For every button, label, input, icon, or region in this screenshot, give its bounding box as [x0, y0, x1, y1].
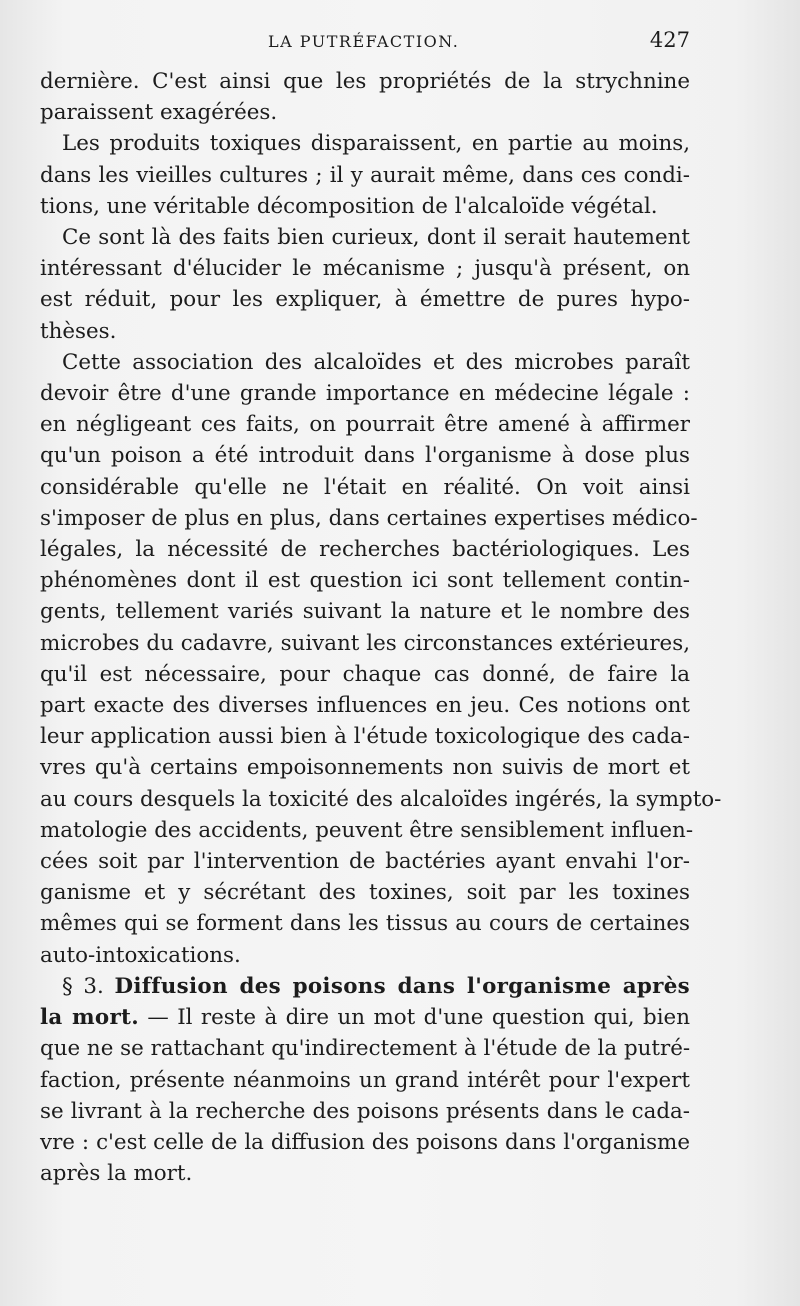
text-line: mêmes qui se forment dans les tissus au cours de certaines — [40, 911, 690, 937]
text-line: auto-intoxications. — [40, 942, 241, 968]
text-line: considérable qu'elle ne l'était en réalité. On voit ainsi — [40, 474, 690, 500]
text-line: s'imposer de plus en plus, dans certaines expertises médico- — [40, 505, 698, 531]
text-line: Cette association des alcaloïdes et des microbes paraît — [62, 349, 690, 375]
text-line: tions, une véritable décomposition de l'alcaloïde végétal. — [40, 193, 658, 219]
text-line: vre : c'est celle de la diffusion des poisons dans l'organisme — [40, 1129, 690, 1155]
text-line: que ne se rattachant qu'indirectement à l'étude de la putré- — [40, 1036, 691, 1062]
section-number: § 3. — [62, 973, 104, 999]
section-heading-line — [40, 971, 690, 1002]
text-line: faction, présente néanmoins un grand intérêt pour l'expert — [40, 1067, 690, 1093]
text-line: légales, la nécessité de recherches bactériologiques. Les — [40, 537, 690, 563]
text-line: intéressant d'élucider le mécanisme ; jusqu'à présent, on — [40, 256, 690, 282]
text-line: dernière. C'est ainsi que les propriétés de la strychnine — [40, 69, 690, 94]
text-line: en négligeant ces faits, on pourrait être amené à affirmer — [40, 412, 690, 438]
text-line: qu'il est nécessaire, pour chaque cas donné, de faire la — [40, 661, 690, 687]
section-title: Diffusion des poisons dans l'organisme après — [114, 973, 691, 999]
page-header — [40, 30, 690, 58]
text-line: leur application aussi bien à l'étude toxicologique des cada- — [40, 724, 690, 750]
text-line: paraissent exagérées. — [40, 100, 278, 126]
body-text — [40, 66, 722, 1189]
text-line — [40, 1002, 690, 1033]
text-line: ganisme et y sécrétant des toxines, soit par les toxines — [40, 880, 690, 906]
text-line: Ce sont là des faits bien curieux, dont il serait hautement — [62, 225, 690, 251]
text-line: microbes du cadavre, suivant les circonstances extérieures, — [40, 630, 690, 656]
text-line: après la mort. — [40, 1161, 193, 1187]
text-line: devoir être d'une grande importance en médecine légale : — [40, 381, 690, 407]
text-line: qu'un poison a été introduit dans l'organisme à dose plus — [40, 443, 690, 469]
text-line: thèses. — [40, 318, 117, 344]
text-line: dans les vieilles cultures ; il y aurait même, dans ces condi- — [40, 162, 690, 188]
text-line: cées soit par l'intervention de bactéries ayant envahi l'or- — [40, 849, 690, 875]
section-intro: — Il reste à dire un mot d'une question qui, bien — [138, 1005, 690, 1031]
text-line: part exacte des diverses influences en jeu. Ces notions ont — [40, 693, 690, 719]
text-line: matologie des accidents, peuvent être sensiblement influen- — [40, 817, 694, 843]
section-title-end: la mort. — [40, 1005, 139, 1031]
text-line: vres qu'à certains empoisonnements non suivis de mort et — [40, 755, 690, 781]
text-line: gents, tellement variés suivant la nature et le nombre des — [40, 599, 690, 625]
running-title: LA PUTRÉFACTION. — [268, 32, 460, 51]
text-line: se livrant à la recherche des poisons présents dans le cada- — [40, 1098, 690, 1124]
text-line: phénomènes dont il est question ici sont tellement contin- — [40, 568, 690, 594]
text-line: est réduit, pour les expliquer, à émettre de pures hypo- — [40, 287, 690, 313]
text-line: au cours desquels la toxicité des alcaloïdes ingérés, la sympto- — [40, 786, 722, 812]
page-number: 427 — [649, 28, 690, 52]
text-line: Les produits toxiques disparaissent, en partie au moins, — [62, 131, 690, 157]
